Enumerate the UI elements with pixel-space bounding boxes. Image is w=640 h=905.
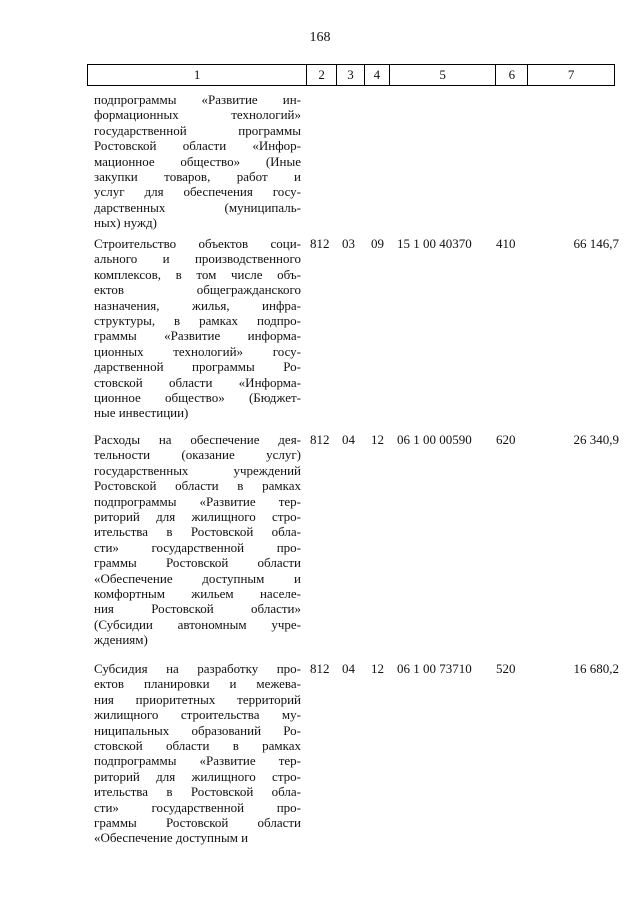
cell-subsection: 12 [371,432,384,447]
cell-section: 03 [342,236,355,251]
header-col-4: 4 [365,65,390,85]
description-line: риторий для жилищного стро- [94,509,301,525]
page-number: 168 [309,30,331,45]
cell-expense-type: 410 [496,236,516,251]
description-line: подпрограммы «Развитие тер- [94,493,301,509]
cell-amount: 66 146,7 [573,236,619,251]
description-line: стовской области «Информа- [94,374,301,390]
description-line: ительства в Ростовской обла- [94,524,301,540]
description-line: комфортным жильем населе- [94,586,301,602]
description-line: ционное общество» (Бюджет- [94,390,301,406]
description-line: ждениям) [94,632,148,648]
description-line: граммы Ростовской области [94,555,301,571]
cell-section: 04 [342,661,355,676]
cell-subsection: 12 [371,661,384,676]
description-line: ектов общегражданского [94,282,301,298]
description-line: подпрограммы «Развитие ин- [94,92,301,107]
description-line: Ростовской области «Инфор- [94,138,301,154]
description-line: Ростовской области в рамках [94,478,301,494]
description-line: стовской области в рамках [94,738,301,754]
cell-grbs: 812 [310,661,330,676]
header-col-2: 2 [307,65,337,85]
description-line: дарственной программы Ро- [94,359,301,375]
description-line: сти» государственной про- [94,799,301,815]
description-line: ния Ростовской области» [94,601,301,617]
description-line: «Обеспечение доступным и [94,830,249,846]
cell-subsection: 09 [371,236,384,251]
cell-amount: 16 680,2 [573,661,619,676]
description-line: назначения, жилья, инфра- [94,297,301,313]
description-line: дарственных (муниципаль- [94,199,301,215]
description-line: ционных технологий» госу- [94,343,301,359]
table-header [87,64,615,86]
description-line: жилищного строительства му- [94,707,301,723]
description-line: закупки товаров, работ и [94,169,301,185]
header-col-6: 6 [496,65,528,85]
description-line: Субсидия на разработку про- [94,661,301,676]
description-line: услуг для обеспечения госу- [94,184,301,200]
description-line: ниципальных образований Ро- [94,722,301,738]
header-col-7: 7 [567,67,575,82]
description-line: комплексов, в том числе объ- [94,266,301,282]
description-line: формационных технологий» [94,107,301,123]
description-line: государственных учреждений [94,462,301,478]
header-col-5: 5 [390,65,497,85]
description-line: государственной программы [94,122,301,138]
row-description [94,92,301,231]
cell-target-article: 06 1 00 73710 [397,661,472,676]
description-line: Строительство объектов соци- [94,236,301,251]
description-line: риторий для жилищного стро- [94,768,301,784]
header-col-1: 1 [88,65,307,85]
description-line: граммы «Развитие информа- [94,328,301,344]
row-description [94,236,301,421]
cell-amount: 26 340,9 [573,432,619,447]
description-line: (Субсидии автономным учре- [94,616,301,632]
description-line: структуры, в рамках подпро- [94,313,301,329]
description-line: ных) нужд) [94,215,157,231]
cell-grbs: 812 [310,432,330,447]
description-line: подпрограммы «Развитие тер- [94,753,301,769]
header-col-3: 3 [337,65,365,85]
cell-expense-type: 520 [496,661,516,676]
description-line: «Обеспечение доступным и [94,570,301,586]
description-line: ального и производственного [94,251,301,267]
cell-target-article: 06 1 00 00590 [397,432,472,447]
row-description [94,432,301,648]
cell-grbs: 812 [310,236,330,251]
description-line: сти» государственной про- [94,539,301,555]
description-line: ительства в Ростовской обла- [94,784,301,800]
description-line: ные инвестиции) [94,405,189,421]
row-description [94,661,301,846]
description-line: Расходы на обеспечение дея- [94,432,301,447]
description-line: мационное общество» (Иные [94,153,301,169]
description-line: тельности (оказание услуг) [94,447,301,463]
cell-target-article: 15 1 00 40370 [397,236,472,251]
cell-expense-type: 620 [496,432,516,447]
description-line: ектов планировки и межева- [94,676,301,692]
description-line: граммы Ростовской области [94,815,301,831]
description-line: ния приоритетных территорий [94,691,301,707]
cell-section: 04 [342,432,355,447]
